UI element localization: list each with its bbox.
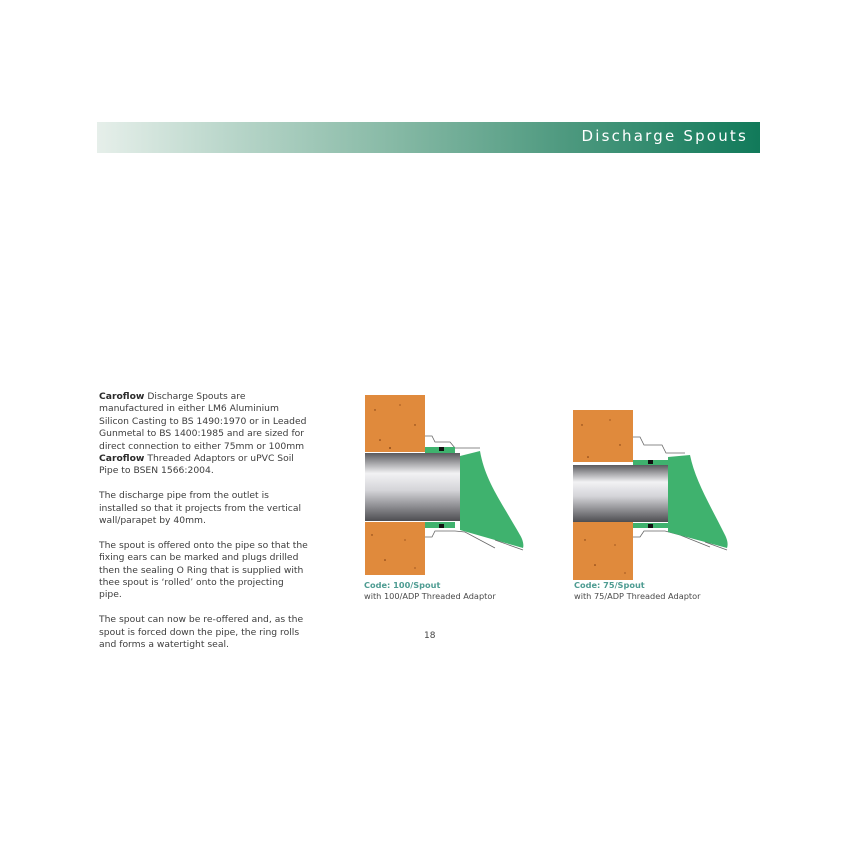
brick-top xyxy=(365,395,425,452)
brick-bottom xyxy=(365,522,425,575)
product-description: with 100/ADP Threaded Adaptor xyxy=(364,591,496,601)
product-code: Code: 75/Spout xyxy=(574,580,645,590)
section-title: Discharge Spouts xyxy=(581,127,748,145)
brand-name: Caroflow xyxy=(99,391,145,402)
caption-100 xyxy=(364,580,496,602)
page-number: 18 xyxy=(424,631,436,641)
paragraph-intro xyxy=(99,391,309,478)
body-text xyxy=(99,391,309,664)
product-code: Code: 100/Spout xyxy=(364,580,441,590)
spout-diagram-100 xyxy=(360,390,530,580)
paragraph-offering: The spout is offered onto the pipe so that the fixing ears can be marked and plugs drilled then the sealing O Ring that is supplied with thee spout is ‘rolled’ onto the projecting pipe. xyxy=(99,539,308,601)
brick-bottom xyxy=(573,522,633,580)
brick-top xyxy=(573,410,633,462)
paragraph-installation: The discharge pipe from the outlet is installed so that it projects from the vertical wall/parapet by 40mm. xyxy=(99,490,302,527)
spout-diagram-75 xyxy=(570,405,740,580)
product-description: with 75/ADP Threaded Adaptor xyxy=(574,591,701,601)
brand-name: Caroflow xyxy=(99,453,145,465)
paragraph-sealing: The spout can now be re-offered and, as the spout is forced down the pipe, the ring rolls and forms a watertight seal. xyxy=(99,614,304,651)
paragraph-text: Threaded Adaptors or uPVC Soil Pipe to BSEN 1566:2004. xyxy=(99,453,294,477)
paragraph-text: Discharge Spouts are manufactured in either LM6 Aluminium Silicon Casting to BS 1490:1970 or in Leaded Gunmetal to BS 1400:1985 and are sized for direct connection to either 75mm or 100mm xyxy=(99,391,307,452)
section-header-banner xyxy=(97,122,760,153)
caption-75 xyxy=(574,580,701,602)
